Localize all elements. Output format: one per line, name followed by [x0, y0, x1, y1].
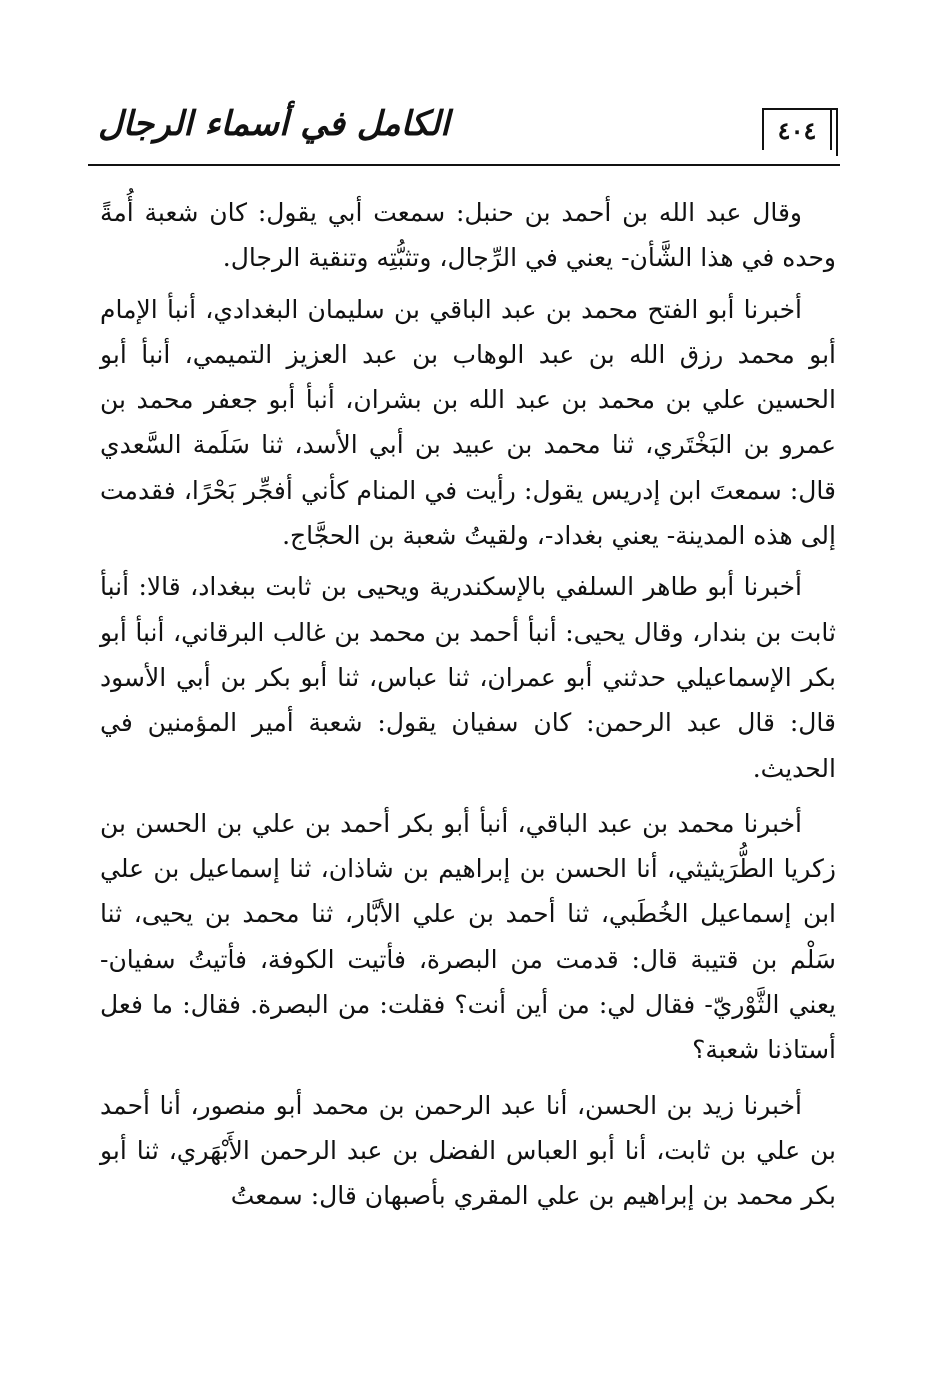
paragraph-1: وقال عبد الله بن أحمد بن حنبل: سمعت أبي يقول: كان شعبة أُمةً وحده في هذا الشَّأن- يعني في الرِّجال، وتثبُّتِه وتنقية الرجال. — [100, 198, 836, 273]
book-title: الكامل في أسماء الرجال — [98, 104, 450, 144]
page-number-text: ٤٠٤ — [777, 115, 817, 145]
paragraph-3: أخبرنا أبو طاهر السلفي بالإسكندرية ويحيى بن ثابت ببغداد، قالا: أنبأ ثابت بن بندار، وقال يحيى: أنبأ أحمد بن محمد بن غالب البرقاني، أنبأ أبو بكر الإسماعيلي حدثني أبو عمران، ثنا عباس، ثنا أبو بكر بن أبي الأسود قال: قال عبد الرحمن: كان سفيان يقول: شعبة أمير المؤمنين في الحديث. — [100, 572, 836, 783]
paragraph-4: أخبرنا محمد بن عبد الباقي، أنبأ أبو بكر أحمد بن علي بن الحسن بن زكريا الطُّرَيثيثي، أنا الحسن بن إبراهيم بن شاذان، ثنا إسماعيل بن علي ابن إسماعيل الخُطَبي، ثنا أحمد بن علي الأبَّار، ثنا محمد بن يحيى، ثنا سَلْم بن قتيبة قال: قدمت من البصرة، فأتيت الكوفة، فأتيتُ سفيان- يعني الثَّوْريّ- فقال لي: من أين أنت؟ فقلت: من البصرة. فقال: ما فعل أستاذنا شعبة؟ — [100, 808, 836, 1065]
paragraph-2: أخبرنا أبو الفتح محمد بن عبد الباقي بن سليمان البغدادي، أنبأ الإمام أبو محمد رزق الله بن عبد الوهاب بن عبد العزيز التميمي، أنبأ أبو الحسين علي بن محمد بن عبد الله بن بشران، أنبأ أبو جعفر محمد بن عمرو بن البَخْتَري، ثنا محمد بن عبيد بن أبي الأسد، ثنا سَلَمة السَّعدي قال: سمعتَ ابن إدريس يقول: رأيت في المنام كأني أفجِّر بَحْرًا، فقدمت إلى هذه المدينة- يعني بغداد-، ولقيتُ شعبة بن الحجَّاج. — [100, 294, 836, 551]
paragraph-5: أخبرنا زيد بن الحسن، أنا عبد الرحمن بن محمد أبو منصور، أنا أحمد بن علي بن ثابت، أنا أبو العباس الفضل بن عبد الرحمن الأَبْهَري، ثنا أبو بكر محمد بن إبراهيم بن علي المقري بأصبهان قال: سمعتُ — [100, 1090, 836, 1211]
page-header — [88, 96, 840, 166]
page-body — [100, 190, 836, 1225]
page-number — [762, 108, 832, 150]
